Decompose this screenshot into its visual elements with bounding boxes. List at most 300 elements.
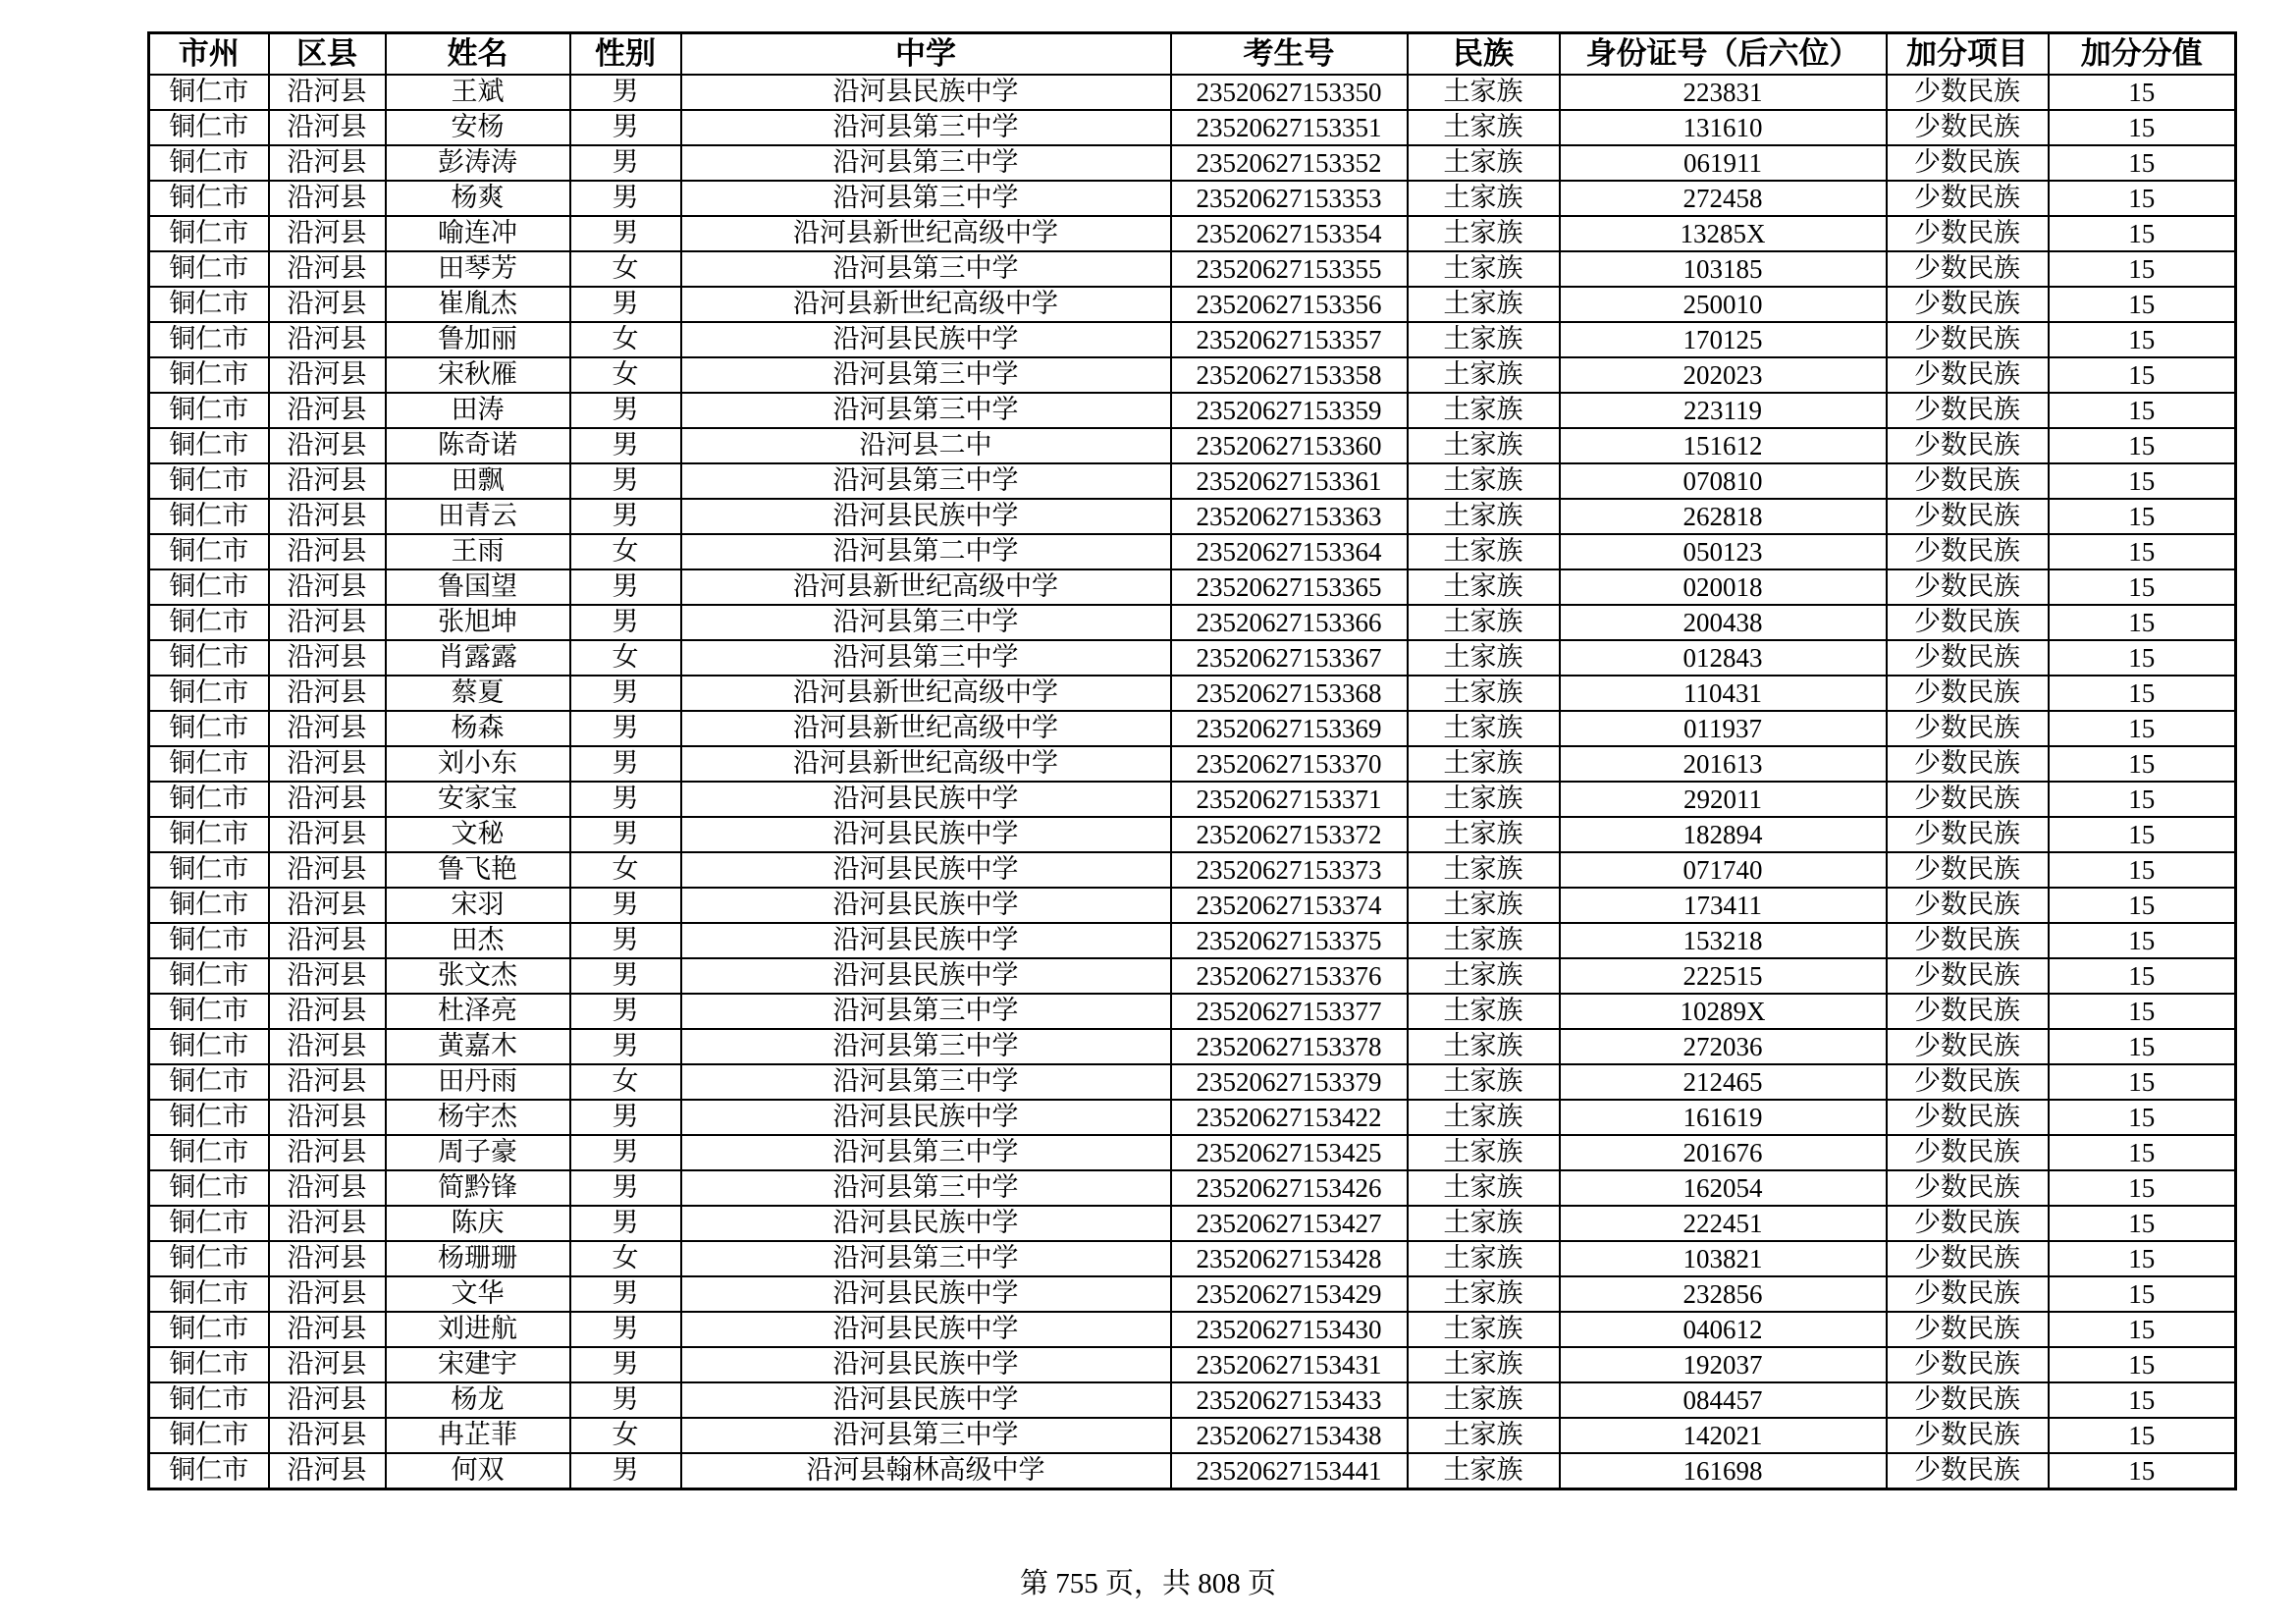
- cell-school: 沿河县民族中学: [681, 499, 1171, 534]
- table-row: [149, 888, 2236, 923]
- cell-id-suffix: 020018: [1560, 569, 1887, 605]
- table-row: [149, 1135, 2236, 1170]
- cell-gender: 男: [570, 287, 681, 322]
- cell-bonus-score: 15: [2049, 75, 2236, 110]
- cell-county: 沿河县: [269, 676, 386, 711]
- cell-school: 沿河县民族中学: [681, 923, 1171, 958]
- cell-name: 刘进航: [386, 1312, 570, 1347]
- cell-ethnicity: 土家族: [1408, 1206, 1560, 1241]
- cell-city: 铜仁市: [149, 216, 269, 251]
- cell-school: 沿河县第三中学: [681, 1029, 1171, 1064]
- cell-gender: 女: [570, 1241, 681, 1276]
- table-row: [149, 923, 2236, 958]
- cell-gender: 男: [570, 1100, 681, 1135]
- cell-gender: 男: [570, 1382, 681, 1418]
- cell-gender: 男: [570, 569, 681, 605]
- cell-bonus-item: 少数民族: [1887, 357, 2049, 393]
- cell-school: 沿河县第三中学: [681, 110, 1171, 145]
- cell-bonus-item: 少数民族: [1887, 923, 2049, 958]
- cell-gender: 男: [570, 181, 681, 216]
- cell-bonus-score: 15: [2049, 923, 2236, 958]
- cell-gender: 男: [570, 817, 681, 852]
- cell-school: 沿河县第三中学: [681, 393, 1171, 428]
- cell-id-suffix: 223831: [1560, 75, 1887, 110]
- cell-exam-number: 23520627153370: [1171, 746, 1408, 782]
- cell-gender: 男: [570, 711, 681, 746]
- cell-name: 王雨: [386, 534, 570, 569]
- cell-ethnicity: 土家族: [1408, 1170, 1560, 1206]
- table-row: [149, 181, 2236, 216]
- cell-ethnicity: 土家族: [1408, 1029, 1560, 1064]
- cell-bonus-score: 15: [2049, 1029, 2236, 1064]
- cell-school: 沿河县第三中学: [681, 1170, 1171, 1206]
- cell-id-suffix: 011937: [1560, 711, 1887, 746]
- cell-bonus-score: 15: [2049, 676, 2236, 711]
- cell-id-suffix: 192037: [1560, 1347, 1887, 1382]
- cell-ethnicity: 土家族: [1408, 746, 1560, 782]
- cell-ethnicity: 土家族: [1408, 782, 1560, 817]
- cell-name: 田丹雨: [386, 1064, 570, 1100]
- cell-ethnicity: 土家族: [1408, 181, 1560, 216]
- cell-bonus-item: 少数民族: [1887, 676, 2049, 711]
- cell-exam-number: 23520627153441: [1171, 1453, 1408, 1489]
- cell-bonus-score: 15: [2049, 852, 2236, 888]
- cell-id-suffix: 103185: [1560, 251, 1887, 287]
- cell-city: 铜仁市: [149, 181, 269, 216]
- cell-city: 铜仁市: [149, 569, 269, 605]
- table-row: [149, 216, 2236, 251]
- cell-county: 沿河县: [269, 534, 386, 569]
- cell-exam-number: 23520627153355: [1171, 251, 1408, 287]
- cell-id-suffix: 153218: [1560, 923, 1887, 958]
- cell-city: 铜仁市: [149, 357, 269, 393]
- cell-school: 沿河县第三中学: [681, 1418, 1171, 1453]
- table-row: [149, 958, 2236, 994]
- cell-id-suffix: 170125: [1560, 322, 1887, 357]
- cell-name: 喻连冲: [386, 216, 570, 251]
- cell-city: 铜仁市: [149, 1100, 269, 1135]
- cell-exam-number: 23520627153378: [1171, 1029, 1408, 1064]
- cell-school: 沿河县第三中学: [681, 463, 1171, 499]
- cell-ethnicity: 土家族: [1408, 110, 1560, 145]
- cell-school: 沿河县第三中学: [681, 994, 1171, 1029]
- cell-county: 沿河县: [269, 1453, 386, 1489]
- cell-school: 沿河县民族中学: [681, 1100, 1171, 1135]
- cell-school: 沿河县新世纪高级中学: [681, 746, 1171, 782]
- cell-gender: 男: [570, 393, 681, 428]
- cell-exam-number: 23520627153430: [1171, 1312, 1408, 1347]
- cell-id-suffix: 050123: [1560, 534, 1887, 569]
- cell-name: 张文杰: [386, 958, 570, 994]
- cell-ethnicity: 土家族: [1408, 676, 1560, 711]
- cell-bonus-item: 少数民族: [1887, 888, 2049, 923]
- cell-city: 铜仁市: [149, 1418, 269, 1453]
- cell-county: 沿河县: [269, 640, 386, 676]
- cell-bonus-item: 少数民族: [1887, 994, 2049, 1029]
- cell-id-suffix: 182894: [1560, 817, 1887, 852]
- cell-exam-number: 23520627153376: [1171, 958, 1408, 994]
- cell-gender: 女: [570, 1064, 681, 1100]
- page-footer: 第 755 页，共 808 页: [1019, 1568, 1276, 1599]
- cell-id-suffix: 200438: [1560, 605, 1887, 640]
- cell-gender: 男: [570, 110, 681, 145]
- cell-bonus-item: 少数民族: [1887, 534, 2049, 569]
- cell-gender: 男: [570, 499, 681, 534]
- table-row: [149, 1064, 2236, 1100]
- cell-county: 沿河县: [269, 605, 386, 640]
- cell-bonus-score: 15: [2049, 746, 2236, 782]
- cell-county: 沿河县: [269, 1206, 386, 1241]
- table-header: [149, 33, 2236, 76]
- cell-gender: 女: [570, 1418, 681, 1453]
- cell-school: 沿河县民族中学: [681, 817, 1171, 852]
- cell-county: 沿河县: [269, 817, 386, 852]
- cell-bonus-item: 少数民族: [1887, 75, 2049, 110]
- cell-school: 沿河县民族中学: [681, 782, 1171, 817]
- cell-exam-number: 23520627153429: [1171, 1276, 1408, 1312]
- cell-city: 铜仁市: [149, 640, 269, 676]
- cell-county: 沿河县: [269, 782, 386, 817]
- cell-id-suffix: 161619: [1560, 1100, 1887, 1135]
- cell-gender: 女: [570, 640, 681, 676]
- cell-bonus-item: 少数民族: [1887, 605, 2049, 640]
- cell-name: 宋秋雁: [386, 357, 570, 393]
- table-row: [149, 1029, 2236, 1064]
- cell-bonus-item: 少数民族: [1887, 640, 2049, 676]
- cell-bonus-item: 少数民族: [1887, 1206, 2049, 1241]
- cell-bonus-score: 15: [2049, 1100, 2236, 1135]
- table-row: [149, 711, 2236, 746]
- cell-id-suffix: 103821: [1560, 1241, 1887, 1276]
- cell-bonus-item: 少数民族: [1887, 1453, 2049, 1489]
- table-row: [149, 1453, 2236, 1489]
- table-row: [149, 569, 2236, 605]
- cell-ethnicity: 土家族: [1408, 958, 1560, 994]
- cell-bonus-item: 少数民族: [1887, 1347, 2049, 1382]
- table-row: [149, 251, 2236, 287]
- cell-school: 沿河县新世纪高级中学: [681, 711, 1171, 746]
- cell-ethnicity: 土家族: [1408, 428, 1560, 463]
- column-header-id-suffix: 身份证号（后六位）: [1560, 33, 1887, 76]
- cell-bonus-item: 少数民族: [1887, 1064, 2049, 1100]
- table-row: [149, 1276, 2236, 1312]
- cell-city: 铜仁市: [149, 1382, 269, 1418]
- table-row: [149, 746, 2236, 782]
- cell-exam-number: 23520627153365: [1171, 569, 1408, 605]
- cell-city: 铜仁市: [149, 1135, 269, 1170]
- cell-gender: 女: [570, 322, 681, 357]
- cell-ethnicity: 土家族: [1408, 852, 1560, 888]
- cell-exam-number: 23520627153377: [1171, 994, 1408, 1029]
- cell-school: 沿河县民族中学: [681, 1312, 1171, 1347]
- cell-id-suffix: 223119: [1560, 393, 1887, 428]
- cell-bonus-score: 15: [2049, 251, 2236, 287]
- cell-exam-number: 23520627153367: [1171, 640, 1408, 676]
- cell-bonus-score: 15: [2049, 1276, 2236, 1312]
- cell-gender: 男: [570, 605, 681, 640]
- cell-city: 铜仁市: [149, 322, 269, 357]
- cell-gender: 男: [570, 994, 681, 1029]
- cell-ethnicity: 土家族: [1408, 357, 1560, 393]
- cell-name: 简黔锋: [386, 1170, 570, 1206]
- cell-bonus-item: 少数民族: [1887, 145, 2049, 181]
- cell-county: 沿河县: [269, 994, 386, 1029]
- cell-county: 沿河县: [269, 923, 386, 958]
- cell-name: 田杰: [386, 923, 570, 958]
- table-row: [149, 605, 2236, 640]
- cell-exam-number: 23520627153359: [1171, 393, 1408, 428]
- cell-ethnicity: 土家族: [1408, 145, 1560, 181]
- cell-county: 沿河县: [269, 75, 386, 110]
- cell-exam-number: 23520627153427: [1171, 1206, 1408, 1241]
- cell-gender: 男: [570, 1347, 681, 1382]
- cell-name: 文秘: [386, 817, 570, 852]
- cell-county: 沿河县: [269, 1241, 386, 1276]
- cell-gender: 男: [570, 463, 681, 499]
- cell-city: 铜仁市: [149, 1206, 269, 1241]
- cell-school: 沿河县第二中学: [681, 534, 1171, 569]
- cell-county: 沿河县: [269, 569, 386, 605]
- cell-gender: 男: [570, 216, 681, 251]
- cell-ethnicity: 土家族: [1408, 1312, 1560, 1347]
- cell-county: 沿河县: [269, 852, 386, 888]
- cell-bonus-score: 15: [2049, 463, 2236, 499]
- cell-bonus-score: 15: [2049, 357, 2236, 393]
- cell-name: 杨珊珊: [386, 1241, 570, 1276]
- table-row: [149, 393, 2236, 428]
- cell-bonus-item: 少数民族: [1887, 287, 2049, 322]
- cell-city: 铜仁市: [149, 852, 269, 888]
- cell-school: 沿河县民族中学: [681, 1382, 1171, 1418]
- cell-county: 沿河县: [269, 499, 386, 534]
- cell-bonus-score: 15: [2049, 817, 2236, 852]
- cell-city: 铜仁市: [149, 1453, 269, 1489]
- cell-county: 沿河县: [269, 958, 386, 994]
- cell-bonus-score: 15: [2049, 640, 2236, 676]
- cell-bonus-item: 少数民族: [1887, 711, 2049, 746]
- cell-name: 田青云: [386, 499, 570, 534]
- table-row: [149, 782, 2236, 817]
- cell-id-suffix: 142021: [1560, 1418, 1887, 1453]
- column-header-name: 姓名: [386, 33, 570, 76]
- cell-bonus-score: 15: [2049, 428, 2236, 463]
- cell-bonus-score: 15: [2049, 499, 2236, 534]
- cell-city: 铜仁市: [149, 1029, 269, 1064]
- column-header-ethnicity: 民族: [1408, 33, 1560, 76]
- cell-bonus-item: 少数民族: [1887, 569, 2049, 605]
- table-row: [149, 499, 2236, 534]
- cell-bonus-score: 15: [2049, 1453, 2236, 1489]
- cell-name: 杨爽: [386, 181, 570, 216]
- table-row: [149, 322, 2236, 357]
- cell-name: 宋羽: [386, 888, 570, 923]
- table-row: [149, 145, 2236, 181]
- cell-bonus-score: 15: [2049, 994, 2236, 1029]
- cell-id-suffix: 040612: [1560, 1312, 1887, 1347]
- cell-exam-number: 23520627153357: [1171, 322, 1408, 357]
- cell-city: 铜仁市: [149, 251, 269, 287]
- cell-school: 沿河县新世纪高级中学: [681, 676, 1171, 711]
- column-header-gender: 性别: [570, 33, 681, 76]
- cell-gender: 男: [570, 1135, 681, 1170]
- cell-bonus-score: 15: [2049, 287, 2236, 322]
- table-row: [149, 75, 2236, 110]
- cell-bonus-score: 15: [2049, 393, 2236, 428]
- cell-id-suffix: 061911: [1560, 145, 1887, 181]
- cell-name: 黄嘉木: [386, 1029, 570, 1064]
- cell-bonus-score: 15: [2049, 1206, 2236, 1241]
- cell-bonus-item: 少数民族: [1887, 393, 2049, 428]
- cell-id-suffix: 070810: [1560, 463, 1887, 499]
- cell-bonus-item: 少数民族: [1887, 1170, 2049, 1206]
- cell-name: 杨宇杰: [386, 1100, 570, 1135]
- cell-school: 沿河县民族中学: [681, 1276, 1171, 1312]
- cell-exam-number: 23520627153350: [1171, 75, 1408, 110]
- cell-exam-number: 23520627153361: [1171, 463, 1408, 499]
- cell-bonus-score: 15: [2049, 181, 2236, 216]
- cell-school: 沿河县第三中学: [681, 357, 1171, 393]
- column-header-school: 中学: [681, 33, 1171, 76]
- cell-name: 杨森: [386, 711, 570, 746]
- cell-school: 沿河县第三中学: [681, 145, 1171, 181]
- cell-exam-number: 23520627153354: [1171, 216, 1408, 251]
- cell-city: 铜仁市: [149, 923, 269, 958]
- cell-id-suffix: 232856: [1560, 1276, 1887, 1312]
- cell-bonus-item: 少数民族: [1887, 782, 2049, 817]
- cell-county: 沿河县: [269, 1135, 386, 1170]
- cell-county: 沿河县: [269, 145, 386, 181]
- cell-bonus-item: 少数民族: [1887, 958, 2049, 994]
- cell-name: 陈庆: [386, 1206, 570, 1241]
- column-header-county: 区县: [269, 33, 386, 76]
- cell-name: 张旭坤: [386, 605, 570, 640]
- cell-city: 铜仁市: [149, 746, 269, 782]
- cell-id-suffix: 131610: [1560, 110, 1887, 145]
- cell-ethnicity: 土家族: [1408, 1135, 1560, 1170]
- cell-gender: 男: [570, 1453, 681, 1489]
- cell-bonus-score: 15: [2049, 958, 2236, 994]
- cell-bonus-item: 少数民族: [1887, 746, 2049, 782]
- cell-school: 沿河县第三中学: [681, 605, 1171, 640]
- cell-ethnicity: 土家族: [1408, 1453, 1560, 1489]
- cell-name: 何双: [386, 1453, 570, 1489]
- cell-id-suffix: 250010: [1560, 287, 1887, 322]
- cell-gender: 男: [570, 1206, 681, 1241]
- cell-bonus-item: 少数民族: [1887, 322, 2049, 357]
- cell-name: 周子豪: [386, 1135, 570, 1170]
- cell-bonus-item: 少数民族: [1887, 1312, 2049, 1347]
- table-row: [149, 1241, 2236, 1276]
- cell-id-suffix: 201676: [1560, 1135, 1887, 1170]
- cell-id-suffix: 222451: [1560, 1206, 1887, 1241]
- cell-id-suffix: 012843: [1560, 640, 1887, 676]
- cell-exam-number: 23520627153371: [1171, 782, 1408, 817]
- cell-gender: 男: [570, 782, 681, 817]
- cell-exam-number: 23520627153374: [1171, 888, 1408, 923]
- cell-bonus-item: 少数民族: [1887, 852, 2049, 888]
- cell-county: 沿河县: [269, 1100, 386, 1135]
- column-header-bonus-item: 加分项目: [1887, 33, 2049, 76]
- cell-exam-number: 23520627153351: [1171, 110, 1408, 145]
- cell-exam-number: 23520627153373: [1171, 852, 1408, 888]
- cell-bonus-score: 15: [2049, 569, 2236, 605]
- cell-city: 铜仁市: [149, 676, 269, 711]
- cell-exam-number: 23520627153433: [1171, 1382, 1408, 1418]
- cell-exam-number: 23520627153438: [1171, 1418, 1408, 1453]
- cell-gender: 男: [570, 1170, 681, 1206]
- cell-name: 杜泽亮: [386, 994, 570, 1029]
- cell-name: 冉芷菲: [386, 1418, 570, 1453]
- cell-school: 沿河县新世纪高级中学: [681, 216, 1171, 251]
- table-row: [149, 1100, 2236, 1135]
- cell-id-suffix: 202023: [1560, 357, 1887, 393]
- cell-bonus-item: 少数民族: [1887, 1382, 2049, 1418]
- cell-name: 鲁国望: [386, 569, 570, 605]
- cell-ethnicity: 土家族: [1408, 322, 1560, 357]
- cell-id-suffix: 071740: [1560, 852, 1887, 888]
- cell-ethnicity: 土家族: [1408, 888, 1560, 923]
- cell-name: 肖露露: [386, 640, 570, 676]
- cell-ethnicity: 土家族: [1408, 569, 1560, 605]
- cell-gender: 男: [570, 145, 681, 181]
- table-row: [149, 817, 2236, 852]
- cell-school: 沿河县民族中学: [681, 322, 1171, 357]
- cell-county: 沿河县: [269, 428, 386, 463]
- column-header-city: 市州: [149, 33, 269, 76]
- cell-school: 沿河县民族中学: [681, 958, 1171, 994]
- cell-ethnicity: 土家族: [1408, 1276, 1560, 1312]
- cell-name: 蔡夏: [386, 676, 570, 711]
- cell-gender: 男: [570, 75, 681, 110]
- cell-exam-number: 23520627153358: [1171, 357, 1408, 393]
- cell-bonus-score: 15: [2049, 782, 2236, 817]
- header-row: [149, 33, 2236, 76]
- cell-id-suffix: 110431: [1560, 676, 1887, 711]
- cell-school: 沿河县第三中学: [681, 640, 1171, 676]
- cell-city: 铜仁市: [149, 75, 269, 110]
- cell-school: 沿河县民族中学: [681, 852, 1171, 888]
- cell-ethnicity: 土家族: [1408, 1418, 1560, 1453]
- cell-id-suffix: 212465: [1560, 1064, 1887, 1100]
- cell-bonus-item: 少数民族: [1887, 499, 2049, 534]
- column-header-bonus-score: 加分分值: [2049, 33, 2236, 76]
- cell-school: 沿河县新世纪高级中学: [681, 569, 1171, 605]
- cell-city: 铜仁市: [149, 428, 269, 463]
- cell-exam-number: 23520627153353: [1171, 181, 1408, 216]
- cell-county: 沿河县: [269, 463, 386, 499]
- cell-city: 铜仁市: [149, 958, 269, 994]
- table-row: [149, 1347, 2236, 1382]
- cell-county: 沿河县: [269, 181, 386, 216]
- cell-city: 铜仁市: [149, 782, 269, 817]
- cell-gender: 男: [570, 923, 681, 958]
- cell-ethnicity: 土家族: [1408, 1382, 1560, 1418]
- cell-name: 田飘: [386, 463, 570, 499]
- cell-id-suffix: 292011: [1560, 782, 1887, 817]
- cell-city: 铜仁市: [149, 145, 269, 181]
- cell-exam-number: 23520627153368: [1171, 676, 1408, 711]
- cell-ethnicity: 土家族: [1408, 499, 1560, 534]
- cell-name: 刘小东: [386, 746, 570, 782]
- table-row: [149, 640, 2236, 676]
- cell-bonus-item: 少数民族: [1887, 110, 2049, 145]
- cell-ethnicity: 土家族: [1408, 251, 1560, 287]
- cell-county: 沿河县: [269, 1029, 386, 1064]
- cell-bonus-item: 少数民族: [1887, 181, 2049, 216]
- cell-county: 沿河县: [269, 1170, 386, 1206]
- table-row: [149, 463, 2236, 499]
- cell-school: 沿河县新世纪高级中学: [681, 287, 1171, 322]
